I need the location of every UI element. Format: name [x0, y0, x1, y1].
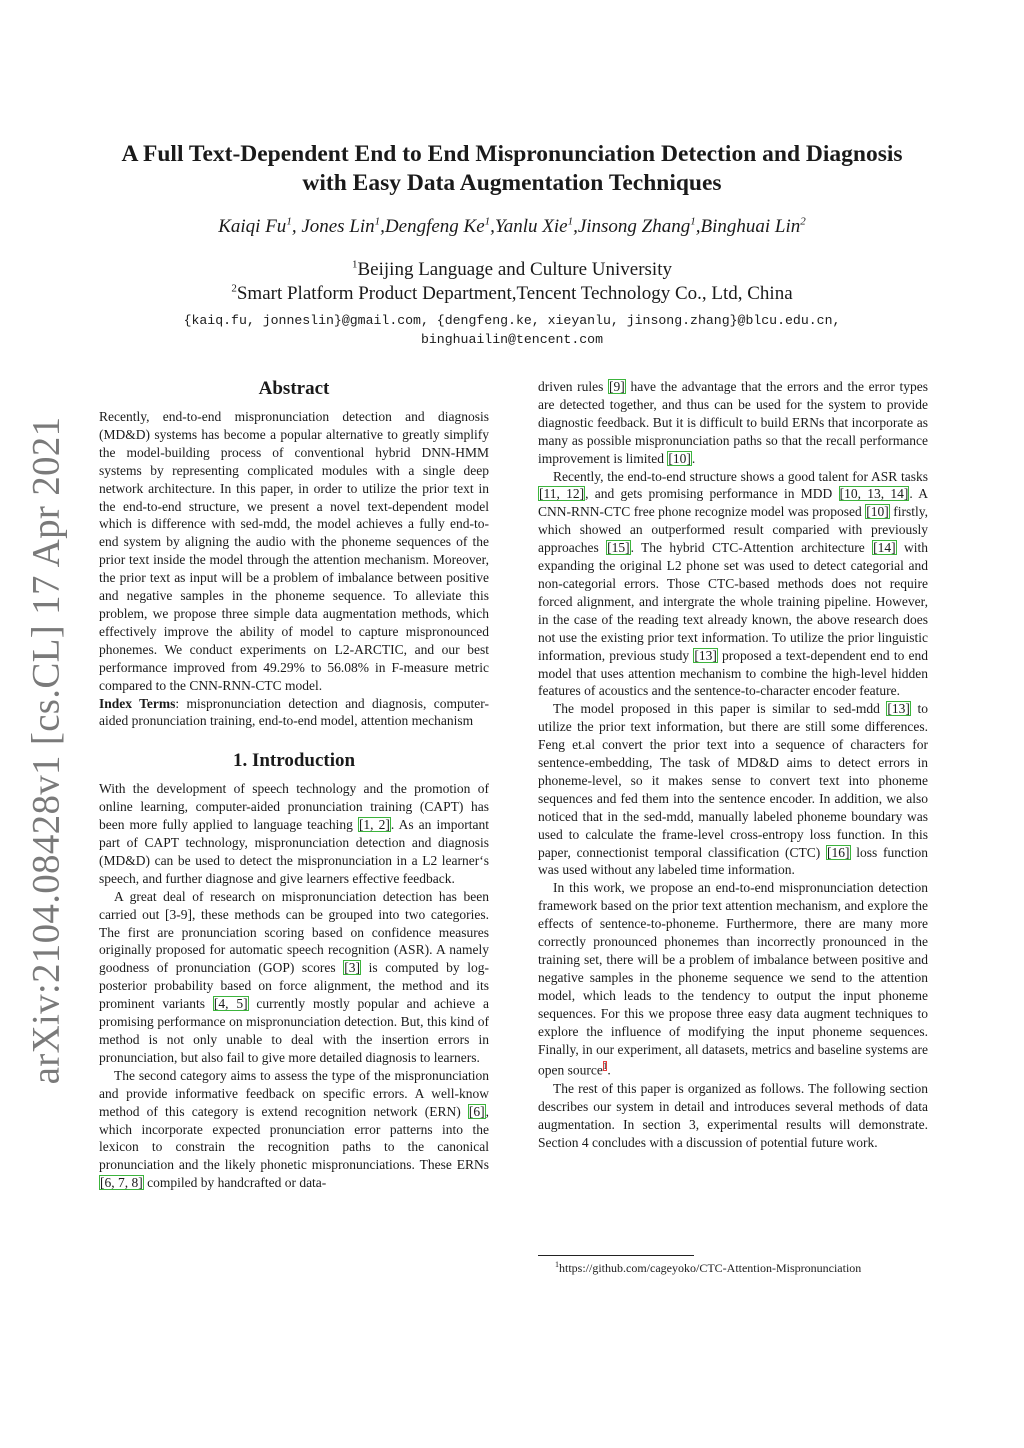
introduction-right-body — [538, 378, 928, 1151]
author-affiliation-mark: 1 — [690, 215, 696, 228]
paragraph: With the development of speech technology and the promotion of online learning, computer-aided pronunciation training (CAPT) has been more fully applied to language teaching [1, 2]. As an important part of CAPT technology, mispronunciation detection and diagnosis (MD&D) can be used to detect the mispronunciation in a L2 learner‘s speech, and further diagnose and give learners effective feedback. — [99, 781, 489, 886]
email-line-1[interactable]: {kaiq.fu, jonneslin}@gmail.com, {dengfeng.ke, xieyanlu, jinsong.zhang}@blcu.edu.cn, — [183, 313, 841, 328]
author-affiliation-mark: 1 — [484, 215, 491, 228]
index-terms-text: : mispronunciation detection and diagnosis, computer-aided pronunciation training, end-to-end model, attention mechanism — [99, 695, 489, 729]
footnote — [555, 1261, 861, 1276]
affiliation-2 — [90, 283, 934, 305]
footnote-link[interactable]: 1 — [602, 1061, 608, 1072]
citation-link[interactable]: [6] — [468, 1103, 485, 1119]
affiliation-name: Smart Platform Product Department,Tencent Technology Co., Ltd, China — [236, 283, 793, 304]
paper-title — [90, 140, 934, 198]
paragraph: The model proposed in this paper is similar to sed-mdd [13] to utilize the prior text information, but there are still some differences. Feng et.al convert the prior text into a sequence of characters for sentence-embedding, The task of MD&D aims to detect errors in phoneme-level, so it makes sense to convert text into phoneme sequences and fed them into the sentence encoder. In addition, we also noticed that in the sed-mdd, manually labeled phoneme boundary was used to calculate the frame-level cross-entropy loss function. In this paper, connectionist temporal classification (CTC) [16] loss function was used without any labeled time information. — [538, 701, 928, 878]
title-line-1: A Full Text-Dependent End to End Mispronunciation Detection and Diagnosis — [121, 141, 903, 167]
paragraph: A great deal of research on mispronunciation detection has been carried out [3-9], these methods can be grouped into two categories. The first are pronunciation scoring based on confidence measures originally proposed for automatic speech recognition (ASR). A namely goodness of pronunciation (GOP) scores [3] is computed by log-posterior probability based on force alignment, the method and its prominent variants [4, 5] currently mostly popular and achieve a promising performance on mispronunciation detection. But, this kind of method is not only unable to deal with the insertion errors in pronunciation, but also fail to give more detailed diagnosis to learners. — [99, 888, 489, 1065]
author-name: Jinsong Zhang — [577, 216, 691, 237]
citation-link[interactable]: [3] — [344, 960, 361, 976]
right-column — [538, 378, 928, 1151]
index-terms-label: Index Terms — [99, 695, 176, 711]
paragraph: The rest of this paper is organized as follows. The following section describes our system in detail and introduces several methods of data augmentation. In section 3, experimental results will demonstrate. Section 4 concludes with a discussion of potential future work. — [538, 1080, 928, 1150]
paragraph: In this work, we propose an end-to-end mispronunciation detection framework based on the prior text attention mechanism, and explore the effects of sentence-to-phoneme. Furthermore, there are many more correctly pronounced phonemes than incorrectly pronounced in the training set, there will be a problem of imbalance between positive and negative samples in the phoneme sequence we send to the attention model, which leads to the tendency to output the input phoneme sequences. For this we propose three easy data augment techniques to explore the influence of modifying the input phoneme sequences. Finally, in our experiment, all datasets, metrics and baseline systems are open source$^1$. — [538, 880, 928, 1078]
footnote-number: 1 — [555, 1260, 559, 1269]
author-affiliation-mark: 2 — [800, 215, 806, 228]
paragraph: driven rules [9] have the advantage that the errors and the error types are detected together, and thus can be used for the system to provide diagnostic feedback. But it is difficult to build ERNs that incorporate as many as possible mispronunciation paths so that the recall performance improvement is limited [10]. — [538, 379, 928, 466]
arxiv-side-label — [14, 416, 78, 1084]
affiliation-1 — [90, 259, 934, 281]
author-name: Binghuai Lin — [700, 216, 801, 237]
left-column — [99, 378, 489, 1192]
citation-link[interactable]: [9] — [609, 379, 625, 394]
title-line-2: with Easy Data Augmentation Techniques — [302, 170, 722, 196]
author-affiliation-mark: 1 — [567, 215, 574, 228]
citation-link[interactable]: [15] — [607, 540, 630, 556]
footnote-url[interactable]: https://github.com/cageyoko/CTC-Attention-Mispronunciation — [559, 1261, 862, 1275]
author-name: Kaiqi Fu — [218, 216, 287, 237]
affiliation-number: 1 — [352, 258, 358, 271]
author-name: Jones Lin — [301, 216, 375, 237]
introduction-heading: 1. Introduction — [232, 750, 356, 772]
index-terms — [99, 695, 489, 731]
author-name: Dengfeng Ke — [384, 216, 485, 237]
footnote-rule — [538, 1255, 694, 1256]
author-affiliation-mark: 1 — [374, 215, 381, 228]
citation-link[interactable]: [10] — [866, 504, 889, 520]
abstract-body: Recently, end-to-end mispronunciation detection and diagnosis (MD&D) systems has become a popular alternative to greatly simplify the model-building process of conventional hybrid DNN-HMM systems by representing complicated modules with a single deep network architecture. In this paper, in order to utilize the prior text in the end-to-end structure, we present a novel text-dependent model which is difference with sed-mdd, the model achieves a fully end-to-end system by aligning the audio with the phoneme sequences of the prior text inside the model through the attention mechanism. Moreover, the prior text as input will be a problem of imbalance between positive and negative samples in the phoneme sequence. To alleviate this problem, we propose three simple data augmentation methods, which effectively improve the ability of model to capture mispronounced phonemes. We conduct experiments on L2-ARCTIC, and our best performance improved from 49.29% to 56.08% in F-measure metric compared to the CNN-RNN-CTC model. — [99, 409, 489, 693]
citation-link[interactable]: [16] — [827, 844, 850, 860]
citation-link[interactable]: [10] — [668, 450, 691, 466]
author-affiliation-mark: 1 — [286, 215, 292, 228]
arxiv-id-text: arXiv:2104.08428v1 [cs.CL] 17 Apr 2021 — [24, 416, 68, 1084]
citation-link[interactable]: [4, 5] — [213, 996, 248, 1012]
introduction-left-body — [99, 780, 489, 1192]
citation-link[interactable]: [1, 2] — [358, 817, 390, 833]
affiliation-number: 2 — [231, 282, 237, 295]
citation-link[interactable]: [13] — [887, 701, 910, 717]
author-list: Kaiqi Fu$^1$, Jones Lin$^1$,Dengfeng Ke$^1$,Yanlu Xie$^1$,Jinsong Zhang$^1$,Binghuai Lin$^2$ — [218, 215, 806, 237]
paragraph: The second category aims to assess the type of the mispronunciation and provide informative feedback on specific errors. A well-know method of this category is extend recognition network (ERN) [6], which incorporate expected pronunciation error patterns into the lexicon to constrain the recognition paths to the canonical pronunciation and the likely phonetic mispronunciations. These ERNs [6, 7, 8] compiled by handcrafted or data- — [99, 1067, 489, 1191]
paragraph: Recently, the end-to-end structure shows a good talent for ASR tasks [11, 12], and gets promising performance in MDD [10, 13, 14]. A CNN-RNN-CTC free phone recognize model was proposed [10] firstly, which showed an outperformed result comparied with previously approaches [15]. The hybrid CTC-Attention architecture [14] with expanding the original L2 phone set was used to detect categorial and non-categorial errors. Those CTC-based methods does not require forced alignment, and intergrate the whole training pipeline. However, in the case of the reading text already known, the above research does not use the existing prior text information. To utilize the prior linguistic information, previous study [13] proposed a text-dependent end to end model that uses attention mechanism to combine the high-level hidden features of acoustics and the sentence-to-character encoder feature. — [538, 468, 929, 699]
citation-link[interactable]: [10, 13, 14] — [839, 486, 909, 502]
citation-link[interactable]: [13] — [694, 647, 717, 663]
email-line-2[interactable]: binghuailin@tencent.com — [420, 332, 604, 347]
affiliation-name: Beijing Language and Culture University — [357, 259, 672, 280]
citation-link[interactable]: [6, 7, 8] — [100, 1175, 143, 1191]
abstract-heading: Abstract — [258, 378, 330, 399]
citation-link[interactable]: [14] — [873, 540, 896, 556]
citation-link[interactable]: [11, 12] — [539, 486, 585, 502]
author-name: Yanlu Xie — [494, 216, 568, 237]
